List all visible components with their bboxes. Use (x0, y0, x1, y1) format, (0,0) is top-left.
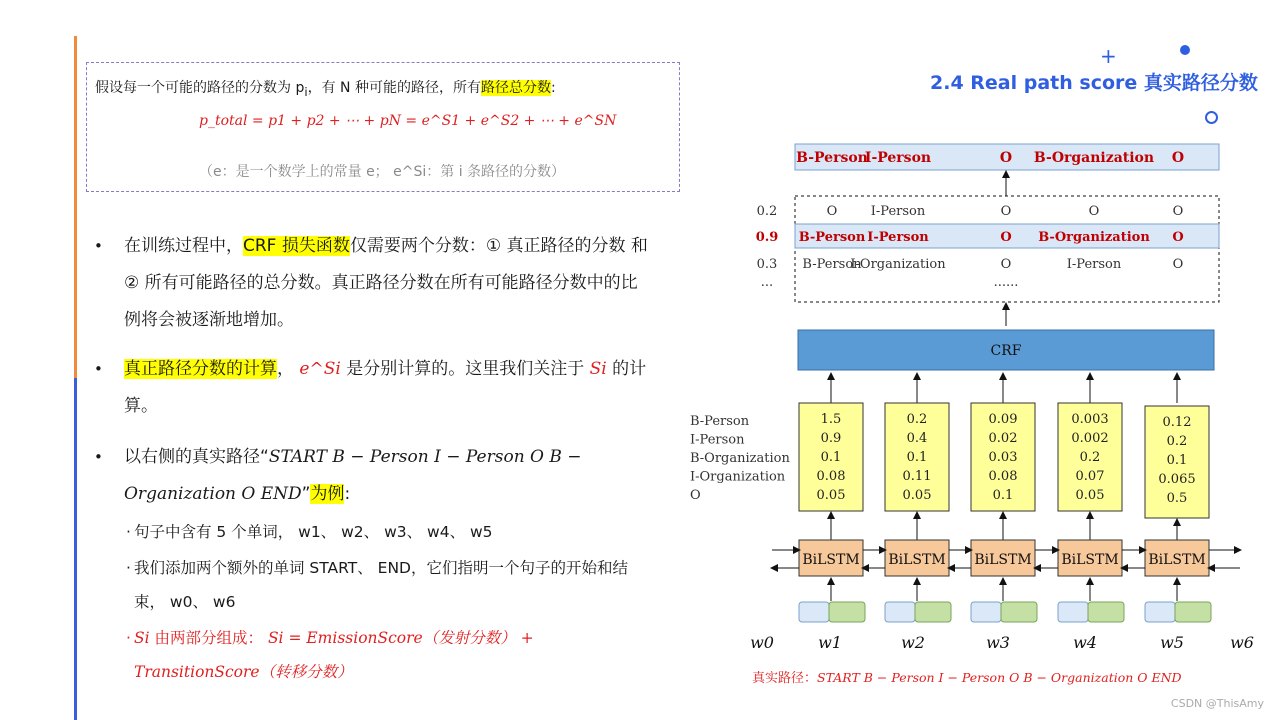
bullet-list (92, 228, 652, 689)
word-token: w2 (901, 633, 925, 652)
path-label: O (1172, 204, 1184, 219)
word-token: w1 (818, 633, 842, 652)
watermark: CSDN @ThisAmy (1170, 697, 1264, 710)
emission-value: 0.12 (1162, 415, 1192, 430)
word-embedding-b (915, 602, 951, 622)
word-token: w6 (1230, 633, 1254, 652)
bilstm-label: BiLSTM (1148, 552, 1206, 568)
tag-row-label: B-Organization (690, 451, 790, 466)
bullet-example: • 以右侧的真实路径“START B − Person I − Person O B − Organization O END”为例: (92, 439, 652, 513)
output-label: I-Person (864, 150, 932, 166)
word-token: w5 (1160, 633, 1184, 652)
word-embedding-b (1001, 602, 1037, 622)
ring-decoration (1205, 111, 1218, 124)
path-score: ... (760, 275, 774, 290)
output-label: B-Organization (1033, 150, 1155, 166)
emission-value: 0.08 (816, 469, 846, 484)
section-title: 2.4 Real path score 真实路径分数 (930, 72, 1258, 94)
sub-extra-words: · 我们添加两个额外的单词 START、 END，它们指明一个句子的开始和结束， w0、 w6 (92, 551, 652, 619)
emission-value: 0.002 (1071, 431, 1109, 446)
word-token: w4 (1073, 633, 1097, 652)
emission-value: 0.1 (992, 488, 1014, 503)
emission-value: 0.4 (906, 431, 928, 446)
plus-decoration: + (1100, 44, 1117, 68)
path-score: 0.3 (756, 257, 778, 272)
emission-value: 0.2 (906, 412, 928, 427)
formula-box (86, 62, 680, 192)
emission-value: 0.11 (902, 469, 932, 484)
bilstm-label: BiLSTM (974, 552, 1032, 568)
bilstm-label: BiLSTM (888, 552, 946, 568)
word-token: w3 (986, 633, 1010, 652)
path-label: O (826, 204, 838, 219)
word-embedding-a (799, 602, 829, 622)
emission-value: 0.5 (1166, 491, 1188, 506)
emission-value: 0.1 (906, 450, 928, 465)
emission-value: 0.2 (1079, 450, 1101, 465)
formula-intro: 假设每一个可能的路径的分数为 $p_i$，有 N 种可能的路径，所有路径总分数: (95, 80, 556, 99)
path-score: 0.2 (756, 204, 778, 219)
output-label: O (999, 150, 1013, 166)
word-embedding-a (885, 602, 915, 622)
path-label: O (1172, 257, 1184, 272)
path-label: I-Person (867, 230, 929, 245)
emission-value: 0.9 (820, 431, 842, 446)
word-embedding-b (1088, 602, 1124, 622)
path-label: O (1088, 204, 1100, 219)
path-score: 0.9 (755, 230, 779, 245)
total-score-formula: p_total = p1 + p2 + ⋯ + pN = e^S1 + e^S2 + ⋯ + e^SN (199, 113, 617, 129)
emission-value: 0.003 (1071, 412, 1109, 427)
word-token: w0 (750, 633, 774, 652)
bilstm-label: BiLSTM (802, 552, 860, 568)
true-path-caption: 真实路径：START B − Person I − Person O B − Organization O END (752, 670, 1182, 686)
emission-value: 0.2 (1166, 434, 1188, 449)
tag-row-label: I-Person (690, 432, 745, 448)
formula-note: （e：是一个数学上的常量 e； e^Si：第 i 条路径的分数） (199, 164, 566, 180)
tag-row-label: B-Person (690, 414, 750, 429)
path-label: ...... (993, 275, 1019, 290)
word-embedding-a (971, 602, 1001, 622)
path-label: O (1000, 230, 1012, 245)
word-embedding-b (829, 602, 865, 622)
dot-decoration (1180, 45, 1190, 55)
sub-five-words: · 句子中含有 5 个单词， w1、 w2、 w3、 w4、 w5 (92, 515, 652, 549)
emission-value: 0.05 (1075, 488, 1105, 503)
bullet-crf-loss: • 在训练过程中，CRF 损失函数仅需要两个分数：① 真正路径的分数 和 ② 所有可能路径的总分数。真正路径分数在所有可能路径分数中的比例将会被逐渐地增加。 (92, 228, 652, 339)
path-label: O (1172, 230, 1184, 245)
path-label: O (1000, 204, 1012, 219)
path-label: B-Person (802, 257, 862, 272)
emission-value: 0.05 (816, 488, 846, 503)
path-label: O (1000, 257, 1012, 272)
crf-diagram (680, 136, 1260, 666)
path-label: I-Organization (850, 257, 946, 272)
bullet-real-path: • 真正路径分数的计算， e^Si 是分别计算的。这里我们关注于 Si 的计算。 (92, 351, 652, 425)
path-label: B-Person (798, 230, 866, 245)
word-embedding-a (1145, 602, 1175, 622)
emission-value: 0.07 (1075, 469, 1105, 484)
bilstm-label: BiLSTM (1061, 552, 1119, 568)
sub-score-parts: · Si 由两部分组成： Si = EmissionScore（发射分数） + TransitionScore（转移分数） (92, 621, 652, 689)
word-embedding-b (1175, 602, 1211, 622)
emission-value: 0.09 (988, 412, 1018, 427)
crf-label: CRF (990, 343, 1022, 359)
emission-value: 0.05 (902, 488, 932, 503)
emission-value: 0.1 (820, 450, 842, 465)
emission-value: 1.5 (820, 412, 842, 427)
tag-row-label: I-Organization (690, 469, 786, 485)
path-label: I-Person (870, 204, 926, 219)
output-label: O (1171, 150, 1185, 166)
emission-value: 0.1 (1166, 453, 1188, 468)
tag-row-label: O (690, 488, 701, 503)
path-label: B-Organization (1038, 230, 1150, 245)
output-label: B-Person (796, 150, 868, 166)
emission-value: 0.065 (1158, 472, 1196, 487)
emission-value: 0.08 (988, 469, 1018, 484)
emission-value: 0.03 (988, 450, 1018, 465)
word-embedding-a (1058, 602, 1088, 622)
accent-bar (74, 36, 77, 720)
path-label: I-Person (1066, 257, 1122, 272)
emission-value: 0.02 (988, 431, 1018, 446)
